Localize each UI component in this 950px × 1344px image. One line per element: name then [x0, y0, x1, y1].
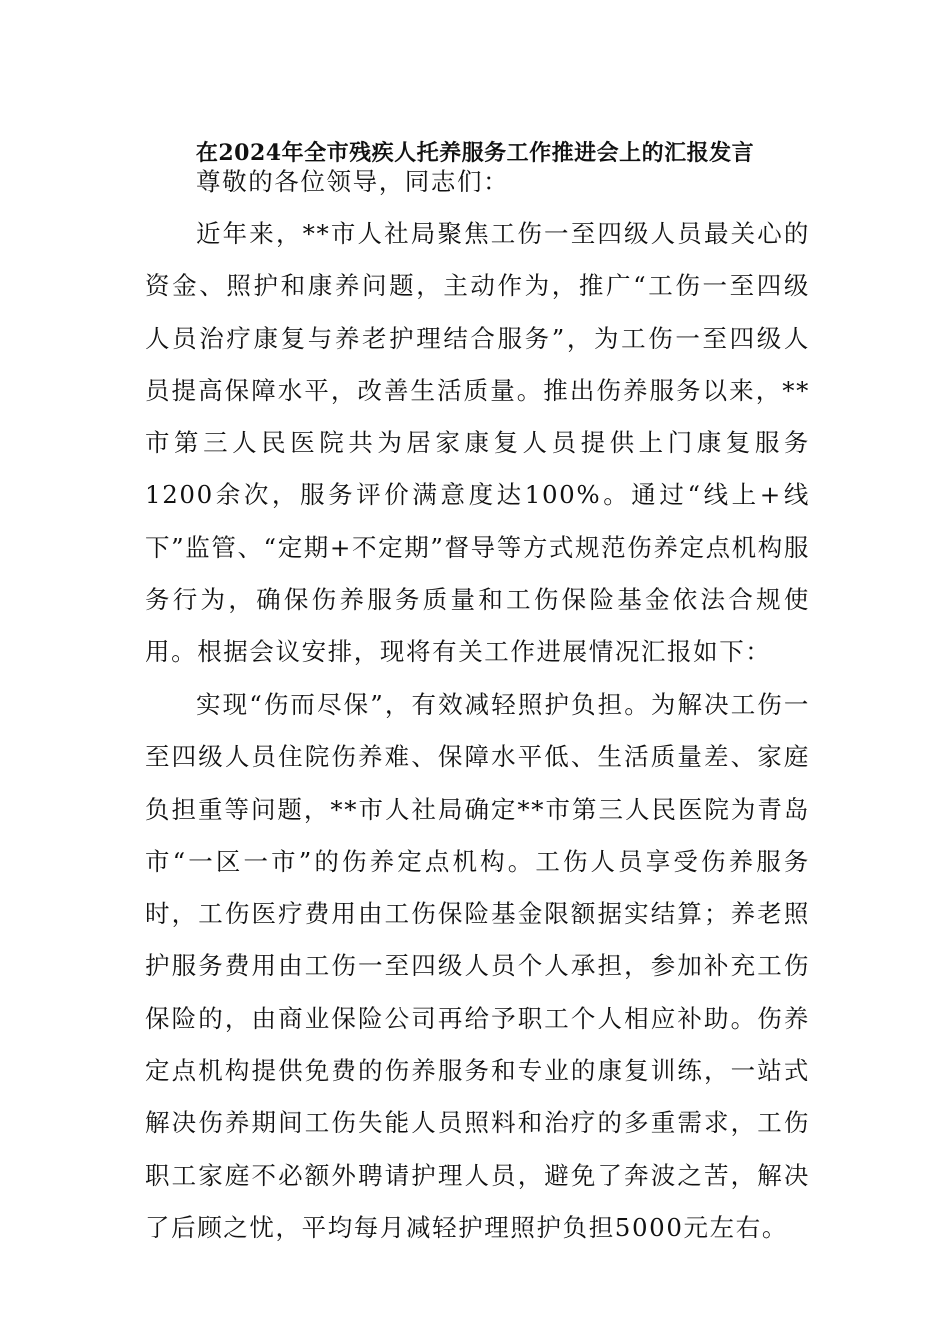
paragraph-section-1: 实现“伤而尽保”，有效减轻照护负担。为解决工伤一至四级人员住院伤养难、保障水平低、生活质量差、家庭负担重等问题，**市人社局确定**市第三人民医院为青岛市“一区一市”的伤养定点机构。工伤人员享受伤养服务时，工伤医疗费用由工伤保险基金限额据实结算；养老照护服务费用由工伤一至四级人员个人承担，参加补充工伤保险的，由商业保险公司再给予职工个人相应补助。伤养定点机构提供免费的伤养服务和专业的康复训练，一站式解决伤养期间工伤失能人员照料和治疗的多重需求，工伤职工家庭不必额外聘请护理人员，避免了奔波之苦，解决了后顾之忧，平均每月减轻护理照护负担5000元左右。 — [145, 690, 810, 1242]
salutation: 尊敬的各位领导，同志们： — [196, 167, 510, 196]
document-title: 在2024年全市残疾人托养服务工作推进会上的汇报发言 — [195, 140, 755, 166]
paragraph-intro: 近年来，**市人社局聚焦工伤一至四级人员最关心的资金、照护和康养问题，主动作为，推广“工伤一至四级人员治疗康复与养老护理结合服务”，为工伤一至四级人员提高保障水平，改善生活质量。推出伤养服务以来，**市第三人民医院共为居家康复人员提供上门康复服务1200余次，服务评价满意度达100%。通过“线上+线下”监管、“定期+不定期”督导等方式规范伤养定点机构服务行为，确保伤养服务质量和工伤保险基金依法合规使用。根据会议安排，现将有关工作进展情况汇报如下： — [145, 219, 810, 667]
